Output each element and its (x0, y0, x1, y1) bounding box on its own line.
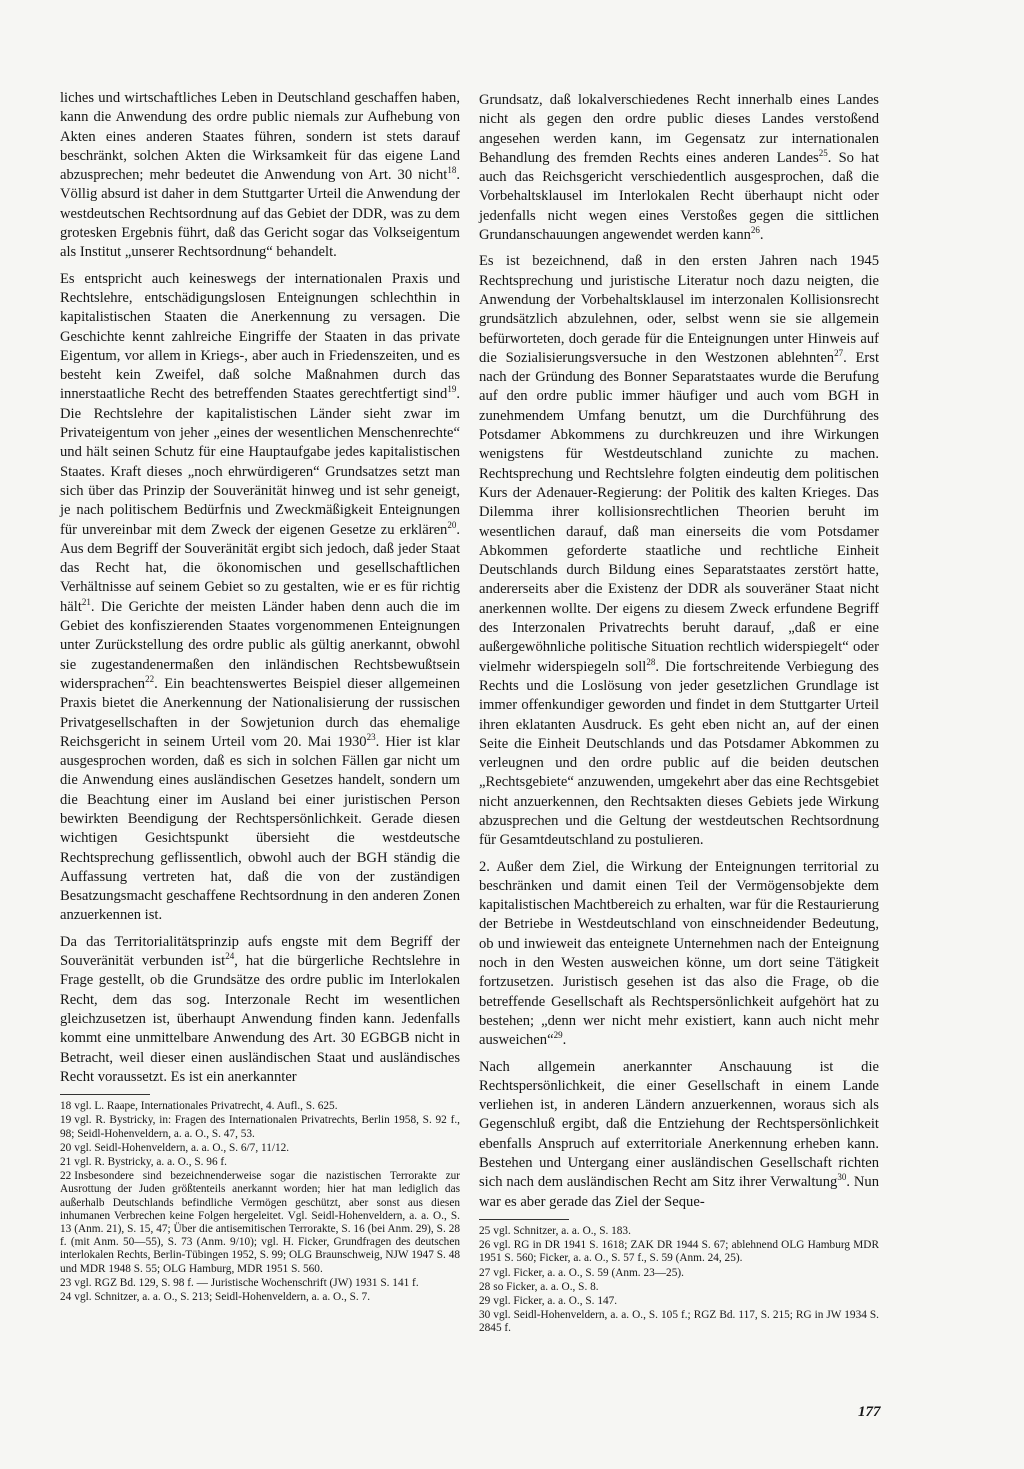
footnote-ref: 24 (225, 951, 235, 962)
right-column (479, 91, 879, 1337)
paragraph-text: . Hier ist klar ausgesprochen worden, daß es sich in solchen Fällen gar nicht um die Anwendung eines ausländischen Gesetzes handelt, sondern um die Beachtung einer im Ausland bei einer juristischen Person bewirkten Beendigung der Rechtspersönlichkeit. Gerade diesen wichtigen Gesichtspunkt übersieht die westdeutsche Rechtsprechung geflissentlich, obwohl auch der BGH ständig die Auffassung vertreten hat, daß die von der zuständigen Besatzungsmacht geschaffene Rechtsordnung in den anderen Zonen anzuerkennen ist. (60, 733, 460, 924)
footnote (60, 1100, 460, 1113)
footnote (479, 1225, 879, 1238)
footnote-divider (479, 1219, 569, 1220)
footnote-ref: 21 (81, 596, 91, 607)
left-footnotes (60, 1100, 460, 1304)
paragraph-text: . (759, 227, 764, 244)
left-body (60, 89, 460, 1087)
footnote-number: 21 (60, 1155, 72, 1168)
footnote-text: vgl. RGZ Bd. 129, S. 98 f. — Juristische Wochenschrift (JW) 1931 S. 141 f. (74, 1276, 419, 1289)
footnote (60, 1156, 460, 1169)
paragraph-text: liches und wirtschaftliches Leben in Deutschland geschaffen haben, kann die Anwendung des ordre public niemals zur Aufhebung von Akten eines anderen Staates führen, sondern ist stets darauf beschränkt, solchen Akten die Wirksamkeit für das eigene Land abzusprechen; mehr bedeutet die Anwendung von Art. 30 nicht (60, 90, 460, 184)
footnote-text: vgl. Ficker, a. a. O., S. 147. (493, 1294, 618, 1307)
body-paragraph (60, 89, 460, 263)
footnote (479, 1239, 879, 1265)
paragraph-text: . Aus dem Begriff der Souveränität ergibt sich jedoch, daß jeder Staat das Recht hat, die ökonomischen und gesellschaftlichen Verhältnisse auf seinem Gebiet so zu gestalten, wie er es für richtig hält (60, 521, 460, 615)
footnote-text: vgl. R. Bystricky, a. a. O., S. 96 f. (74, 1155, 228, 1168)
footnote (479, 1309, 879, 1335)
footnote-text: vgl. Ficker, a. a. O., S. 59 (Anm. 23—25). (493, 1266, 684, 1279)
footnote-number: 30 (479, 1309, 491, 1322)
body-paragraph (60, 270, 460, 926)
footnote (60, 1142, 460, 1155)
footnote-number: 29 (479, 1294, 491, 1307)
paragraph-text: . Ein beachtenswertes Beispiel dieser allgemeinen Praxis bietet die Anerkennung der Nationalisierung der russischen Privatgesellschaften in der Sowjetunion durch das ehemalige Reichsgericht in seinem Urteil vom 20. Mai 1930 (60, 675, 460, 750)
body-paragraph (60, 933, 460, 1087)
right-body (479, 91, 879, 1212)
paragraph-text: , hat die bürgerliche Rechtslehre in Frage gestellt, ob die Grundsätze des ordre public im Interlokalen Recht, dem das sog. Interzonale Recht im wesentlichen gleichzusetzen ist, überhaupt Anwendung finden kann. Jedenfalls kommt eine unmittelbare Anwendung des Art. 30 EGBGB nicht in Betracht, weil dieser einen ausländischen Staat und ausländisches Recht voraussetzt. Es ist ein anerkannter (60, 953, 460, 1085)
paragraph-text: . (562, 1032, 567, 1049)
footnote-number: 27 (479, 1266, 491, 1279)
paragraph-text: Da das Territorialitätsprinzip aufs engste mit dem Begriff der Souveränität verbunden ist (60, 933, 460, 970)
body-paragraph (479, 252, 879, 850)
paragraph-text: . Die Gerichte der meisten Länder haben denn auch die im Gebiet des konfiszierenden Staates vorgenommenen Enteignungen unter Zurückstellung des ordre public als gültig anerkannt, obwohl sie zugestandenermaßen den inländischen Rechtsbewußtsein widersprachen (60, 598, 460, 692)
footnote (60, 1291, 460, 1304)
paragraph-text: . Nun war es aber gerade das Ziel der Seque- (479, 1174, 879, 1210)
footnote-ref: 26 (750, 225, 760, 236)
footnote-number: 28 (479, 1280, 491, 1293)
body-paragraph (479, 91, 879, 245)
paragraph-text: Es entspricht auch keineswegs der internationalen Praxis und Rechtslehre, entschädigungslosen Enteignungen schlechthin in kapitalistischen Staaten die Anerkennung zu versagen. Die Geschichte kennt zahlreiche Eingriffe der Staaten in das private Eigentum, vor allem in Kriegs-, aber auch in Friedenszeiten, und es besteht kein Zweifel, daß solche Maßnahmen durch das innerstaatliche Recht des betreffenden Staates gerechtfertigt sind (60, 270, 460, 403)
footnote-number: 22 (60, 1170, 72, 1183)
footnote-divider (60, 1094, 150, 1095)
paragraph-text: Nach allgemein anerkannter Anschauung ist die Rechtspersönlichkeit, die einer Gesellschaft in einem Lande verliehen ist, in anderen Ländern anzuerkennen, woraus sich als Gegenschluß ergibt, daß die Entziehung der Rechtspersönlichkeit ebenfalls Anspruch auf exterritoriale Anerkennung erheben kann. Bestehen und Untergang einer ausländischen Gesellschaft richten sich nach dem ausländischen Recht am Sitz ihrer Verwaltung (479, 1058, 879, 1191)
footnote (60, 1114, 460, 1140)
footnote-ref: 30 (837, 1172, 847, 1183)
footnote-number: 20 (60, 1141, 72, 1154)
footnote-text: Insbesondere sind bezeichnenderweise sogar die nazistischen Terrorakte zur Ausrottung der Juden größtenteils anerkannt worden; hier hat man lediglich das außerhalb Deutschlands befindliche Vermögen geschützt, aber sonst aus diesen inhumanen Verbrechen keine Folgen hergeleitet. Vgl. Seidl-Hohenveldern, a. a. O., S. 13 (Anm. 21), S. 15, 47; Über die antisemitischen Terrorakte, S. 16 (bei Anm. 29), S. 28 f. (mit Anm. 50—55), S. 73 (Anm. 9/10); vgl. H. Ficker, Grundfragen des deutschen interlokalen Rechts, Berlin-Tübingen 1952, S. 99; OLG Braunschweig, NJW 1947 S. 48 und MDR 1948 S. 55; OLG Hamburg, MDR 1951 S. 560. (60, 1170, 460, 1275)
footnote-ref: 25 (818, 148, 828, 159)
paragraph-text: . Völlig absurd ist daher in dem Stuttgarter Urteil die Anwendung der westdeutschen Rechtsordnung auf das Gebiet der DDR, was zu dem grotesken Ergebnis führt, daß das Gericht sogar das Volkseigentum als Institut „unserer Rechtsordnung“ behandelt. (60, 167, 460, 261)
footnote-ref: 22 (145, 674, 155, 685)
body-paragraph (479, 858, 879, 1051)
footnote-ref: 27 (834, 348, 844, 358)
footnote-number: 18 (60, 1100, 72, 1113)
paragraph-text: 2. Außer dem Ziel, die Wirkung der Enteignungen territorial zu beschränken und damit einen Teil der Vermögensobjekte dem kapitalistischen Machtbereich zu erhalten, war für die Restaurierung der Betriebe in Westdeutschland von einschneidender Bedeutung, ob und inwieweit das enteignete Unternehmen nach der Enteignung noch in den Westen ausweichen könne, um dort seine Tätigkeit fortzusetzen. Juristisch gesehen ist das also die Frage, ob die betreffende Gesellschaft als Rechtspersönlichkeit aufgehört hat zu bestehen; „denn wer nicht mehr existiert, kann auch nicht mehr ausweichen“ (479, 858, 879, 1049)
paragraph-text: Grundsatz, daß lokalverschiedenes Recht innerhalb eines Landes nicht als gegen den ordre public dieses Landes verstoßend angesehen werden kann, im Gegensatz zur internationalen Behandlung des fremden Rechts eines anderen Landes (479, 92, 879, 166)
footnote-text: vgl. Seidl-Hohenveldern, a. a. O., S. 6/7, 11/12. (74, 1141, 290, 1154)
footnote (479, 1267, 879, 1280)
paragraph-text: Es ist bezeichnend, daß in den ersten Jahren nach 1945 Rechtsprechung und juristische Literatur noch dazu neigten, die Anwendung der Vorbehaltsklausel im interzonalen Kollisionsrecht grundsätzlich abzulehnen, oder, selbst wenn sie sie allgemein befürworteten, doch gerade für die Enteignungen unter Hinweis auf die Sozialisierungsversuche in den Westzonen ablehnten (479, 253, 879, 366)
left-column (60, 89, 460, 1305)
footnote (479, 1295, 879, 1308)
footnote-text: vgl. Schnitzer, a. a. O., S. 183. (493, 1224, 631, 1237)
paragraph-text: . Die fortschreitende Verbiegung des Rechts und die Loslösung von jeder gesetzlichen Grundlage ist immer offenkundiger geworden und findet in dem Stuttgarter Urteil ihren eklatanten Ausdruck. Es geht eben nicht an, auf der einen Seite die Einheit Deutschlands und das Potsdamer Abkommen zu verleugnen und den ordre public auf die beiden deutschen „Rechtsgebiete“ anzuwenden, umgekehrt aber das eine Rechtsgebiet nicht anzuerkennen, den Rechtsakten dieses Gebiets jede Wirkung abzusprechen und die Geltung der westdeutschen Rechtsordnung für Gesamtdeutschland zu postulieren. (479, 658, 879, 849)
footnote (479, 1281, 879, 1294)
right-footnotes (479, 1225, 879, 1336)
footnote-ref: 23 (366, 731, 376, 742)
paragraph-text: . So hat auch das Reichsgericht verschiedentlich ausgesprochen, daß die Vorbehaltsklausel im Interlokalen Recht überhaupt nicht oder jedenfalls nicht wegen eines Verstoßes gegen die sittlichen Grundanschauungen angewendet werden kann (479, 149, 879, 244)
body-paragraph (479, 1058, 879, 1212)
footnote-ref: 29 (553, 1030, 563, 1041)
footnote-number: 23 (60, 1276, 72, 1289)
footnote-text: vgl. RG in DR 1941 S. 1618; ZAK DR 1944 S. 67; ablehnend OLG Hamburg MDR 1951 S. 560; Ficker, a. a. O., S. 57 f., S. 59 (Anm. 24, 25). (479, 1239, 879, 1265)
footnote (60, 1170, 460, 1276)
page-number: 177 (858, 1404, 881, 1420)
footnote (60, 1277, 460, 1290)
footnote-text: so Ficker, a. a. O., S. 8. (493, 1280, 599, 1293)
footnote-ref: 19 (447, 384, 457, 395)
footnote-text: vgl. Seidl-Hohenveldern, a. a. O., S. 105 f.; RGZ Bd. 117, S. 215; RG in JW 1934 S. 2845 f. (479, 1309, 879, 1335)
paragraph-text: . Erst nach der Gründung des Bonner Separatstaates wurde die Berufung auf den ordre public immer häufiger und auch vom BGH in zunehmendem Umfang benutzt, um die Durchführung des Potsdamer Abkommens zu durchkreuzen und ihre Wirkungen wenigstens für Westdeutschland zunichte zu machen. Rechtsprechung und Rechtslehre folgten eindeutig dem politischen Kurs der Adenauer-Regierung: der Politik des kalten Krieges. Das Dilemma ihrer kollisionsrechtlichen Theorien beruht im wesentlichen darauf, daß man einerseits die vom Potsdamer Abkommen geforderte staatliche und rechtliche Einheit Deutschlands durch Bildung eines Separatstaates zerstört hatte, andererseits aber die Existenz der DDR als souveräner Staat nicht anerkennen wollte. Der eigens zu diesem Zweck erfundene Begriff des Interzonalen Privatrechts beruht darauf, „daß er eine außergewöhnliche politische Situation rechtlich widerspiegelt“ oder vielmehr widerspiegeln soll (479, 349, 880, 675)
footnote-ref: 28 (646, 656, 656, 667)
footnote-number: 24 (60, 1290, 72, 1303)
footnote-ref: 18 (447, 165, 457, 176)
footnote-text: vgl. Schnitzer, a. a. O., S. 213; Seidl-Hohenveldern, a. a. O., S. 7. (74, 1290, 371, 1303)
footnote-ref: 20 (447, 519, 457, 530)
footnote-text: vgl. L. Raape, Internationales Privatrecht, 4. Aufl., S. 625. (74, 1100, 338, 1113)
footnote-number: 19 (60, 1114, 72, 1127)
footnote-number: 25 (479, 1224, 491, 1237)
paragraph-text: . Die Rechtslehre der kapitalistischen Länder sieht zwar im Privateigentum von jeher „eines der wesentlichen Menschenrechte“ und hält seinen Schutz für eine Hauptaufgabe jedes kapitalistischen Staates. Kraft dieses „noch ehrwürdigeren“ Grundsatzes setzt man sich über das Prinzip der Souveränität hinweg und ist sehr geneigt, je nach politischem Bedürfnis und Zweckmäßigkeit Enteignungen für unvereinbar mit dem Zweck der eigenen Gesetze zu erklären (60, 386, 460, 538)
footnote-number: 26 (479, 1239, 491, 1252)
footnote-text: vgl. R. Bystricky, in: Fragen des Internationalen Privatrechts, Berlin 1958, S. 92 f., 98; Seidl-Hohenveldern, a. a. O., S. 47, 53. (60, 1114, 460, 1140)
